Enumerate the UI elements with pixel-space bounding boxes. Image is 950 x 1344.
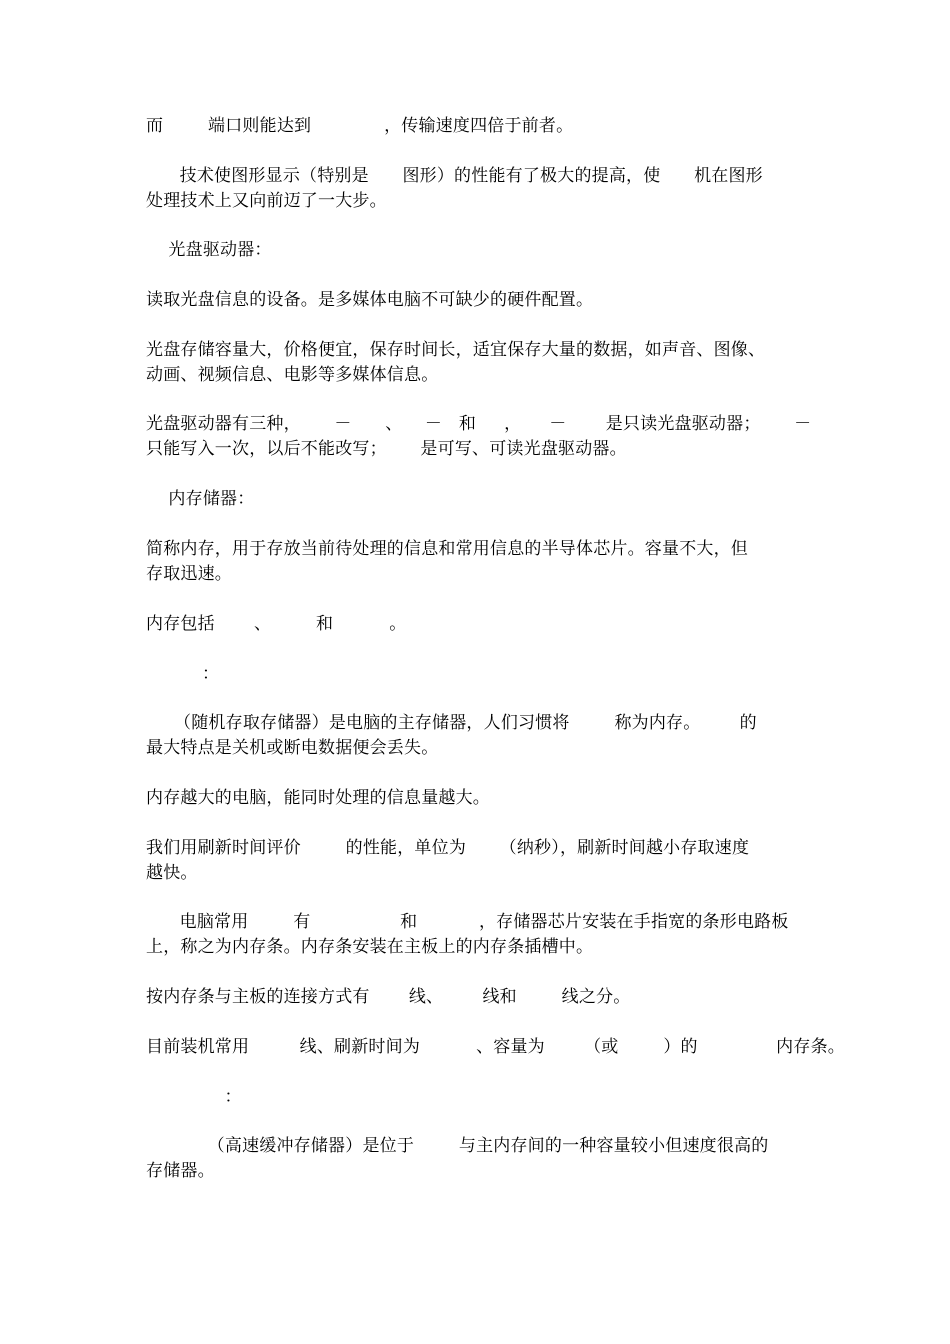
section-heading: 内存储器：: [146, 489, 255, 509]
section-heading: ：: [146, 664, 220, 684]
text-line: 读取光盘信息的设备。是多媒体电脑不可缺少的硬件配置。: [146, 290, 594, 310]
text-line: 内存包括 、 和 。: [146, 614, 407, 634]
text-line: 光盘存储容量大，价格便宜，保存时间长，适宜保存大量的数据，如声音、图像、: [146, 340, 766, 360]
text-line: 内存越大的电脑，能同时处理的信息量越大。: [146, 788, 490, 808]
text-line: 目前装机常用 线、刷新时间为 、容量为 （或 ）的 内存条。: [146, 1037, 845, 1057]
text-line: （随机存取存储器）是电脑的主存储器，人们习惯将 称为内存。 的: [146, 713, 757, 733]
text-line: 技术使图形显示（特别是 图形）的性能有了极大的提高，使 机在图形: [146, 166, 763, 186]
text-line: 上，称之为内存条。内存条安装在主板上的内存条插槽中。: [146, 937, 594, 957]
section-heading: ：: [146, 1087, 242, 1107]
text-line: 我们用刷新时间评价 的性能，单位为 （纳秒），刷新时间越小存取速度: [146, 838, 750, 858]
text-line: 越快。: [146, 863, 198, 883]
text-line: 存储器。: [146, 1161, 215, 1181]
text-line: 最大特点是关机或断电数据便会丢失。: [146, 738, 439, 758]
text-line: 光盘驱动器有三种， － 、 － 和 ， － 是只读光盘驱动器； －: [146, 414, 812, 434]
text-line: 动画、视频信息、电影等多媒体信息。: [146, 365, 439, 385]
text-line: 存取迅速。: [146, 564, 232, 584]
text-line: 电脑常用 有 和 ，存储器芯片安装在手指宽的条形电路板: [146, 912, 789, 932]
text-line: （高速缓冲存储器）是位于 与主内存间的一种容量较小但速度很高的: [146, 1136, 769, 1156]
text-line: 按内存条与主板的连接方式有 线、 线和 线之分。: [146, 987, 631, 1007]
text-line: 而 端口则能达到 ，传输速度四倍于前者。: [146, 116, 574, 136]
text-line: 处理技术上又向前迈了一大步。: [146, 191, 387, 211]
text-line: 简称内存，用于存放当前待处理的信息和常用信息的半导体芯片。容量不大，但: [146, 539, 748, 559]
section-heading: 光盘驱动器：: [146, 240, 272, 260]
text-line: 只能写入一次，以后不能改写； 是可写、可读光盘驱动器。: [146, 439, 627, 459]
